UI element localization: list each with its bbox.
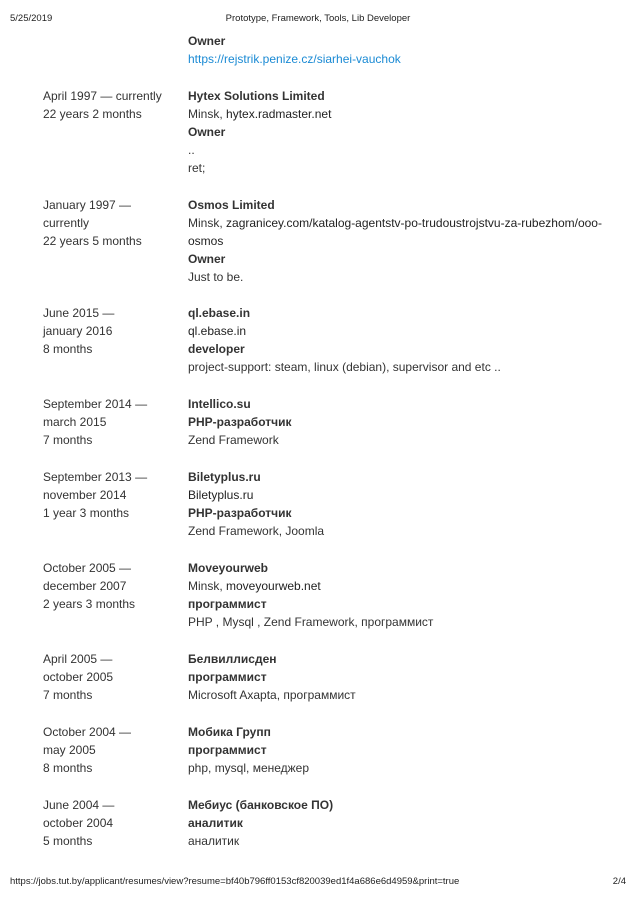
- job-entry: [0, 196, 638, 286]
- job-role: Owner: [188, 252, 226, 266]
- job-period-line: january 2016: [43, 324, 113, 338]
- job-period-line: October 2005 —: [43, 561, 132, 575]
- job-role: программист: [188, 597, 267, 611]
- job-period-line: 8 months: [43, 761, 93, 775]
- job-description: ret;: [188, 161, 206, 175]
- job-role: PHP-разработчик: [188, 506, 292, 520]
- job-entry: [0, 87, 638, 177]
- job-period: [43, 796, 178, 850]
- print-title: Prototype, Framework, Tools, Lib Developer: [225, 13, 411, 24]
- job-period-line: may 2005: [43, 743, 96, 757]
- job-period-line: June 2015 —: [43, 306, 115, 320]
- job-city: Minsk,: [188, 216, 223, 230]
- job-role: Owner: [188, 125, 226, 139]
- job-period-line: September 2013 —: [43, 470, 148, 484]
- job-period-line: november 2014: [43, 488, 127, 502]
- job-description: Just to be.: [188, 270, 244, 284]
- job-description: php, mysql, менеджер: [188, 761, 310, 775]
- job-company: Biletyplus.ru: [188, 470, 261, 484]
- job-period: [43, 468, 178, 522]
- job-entry: [0, 650, 638, 704]
- job-website-link[interactable]: moveyourweb.net: [226, 579, 321, 593]
- job-details: [188, 796, 608, 850]
- job-period-line: 1 year 3 months: [43, 506, 130, 520]
- print-date: 5/25/2019: [10, 13, 53, 24]
- job-location: [188, 577, 608, 595]
- job-role: программист: [188, 743, 267, 757]
- job-period-line: 5 months: [43, 834, 93, 848]
- job-location: [188, 105, 608, 123]
- job-details: [188, 196, 608, 286]
- job-details: [188, 304, 608, 376]
- job-period-line: currently: [43, 216, 90, 230]
- job-company: Мобика Групп: [188, 725, 271, 739]
- job-description: Zend Framework, Joomla: [188, 524, 325, 538]
- job-entry: [0, 304, 638, 376]
- job-description: project-support: steam, linux (debian), supervisor and etc ..: [188, 360, 501, 374]
- job-period: [43, 559, 178, 613]
- print-url: https://jobs.tut.by/applicant/resumes/view?resume=bf40b796ff0153cf820039ed1f4a686e6d4959&print=true: [10, 876, 460, 887]
- job-period-line: 22 years 5 months: [43, 234, 142, 248]
- job-details: [188, 395, 608, 449]
- job-description: аналитик: [188, 834, 240, 848]
- job-company: Osmos Limited: [188, 198, 275, 212]
- job-period-line: december 2007: [43, 579, 127, 593]
- job-period: [43, 723, 178, 777]
- job-description: ..: [188, 143, 195, 157]
- job-location: [188, 214, 608, 250]
- previous-job-tail: [188, 32, 401, 68]
- job-description: Microsoft Axapta, программист: [188, 688, 356, 702]
- job-period-line: October 2004 —: [43, 725, 132, 739]
- job-city: Minsk,: [188, 107, 223, 121]
- job-period-line: march 2015: [43, 415, 107, 429]
- job-period-line: 7 months: [43, 688, 93, 702]
- job-period-line: october 2004: [43, 816, 114, 830]
- job-entry: [0, 723, 638, 777]
- job-period-line: 7 months: [43, 433, 93, 447]
- job-description: PHP , Mysql , Zend Framework, программист: [188, 615, 434, 629]
- job-role: developer: [188, 342, 245, 356]
- job-period-line: June 2004 —: [43, 798, 115, 812]
- job-company: Intellico.su: [188, 397, 251, 411]
- job-period-line: April 2005 —: [43, 652, 113, 666]
- job-company: Мебиус (банковское ПО): [188, 798, 334, 812]
- job-period: [43, 395, 178, 449]
- job-entry: [0, 395, 638, 449]
- job-details: [188, 650, 608, 704]
- job-period: [43, 196, 178, 250]
- job-period-line: 2 years 3 months: [43, 597, 136, 611]
- job-period-line: April 1997 — currently: [43, 89, 162, 103]
- job-company: Hytex Solutions Limited: [188, 89, 325, 103]
- job-entry: [0, 468, 638, 540]
- job-period: [43, 87, 178, 123]
- job-period-line: January 1997 —: [43, 198, 132, 212]
- job-role: PHP-разработчик: [188, 415, 292, 429]
- job-details: [188, 559, 608, 631]
- job-company: Белвиллисден: [188, 652, 277, 666]
- job-period: [43, 650, 178, 704]
- job-role: программист: [188, 670, 267, 684]
- job-link[interactable]: https://rejstrik.penize.cz/siarhei-vauchok: [188, 52, 401, 66]
- job-entry: [0, 796, 638, 850]
- job-website-link[interactable]: ql.ebase.in: [188, 324, 247, 338]
- job-location: [188, 486, 608, 504]
- job-period-line: october 2005: [43, 670, 114, 684]
- job-details: [188, 87, 608, 177]
- job-period-line: 22 years 2 months: [43, 107, 142, 121]
- job-company: Moveyourweb: [188, 561, 269, 575]
- job-company: ql.ebase.in: [188, 306, 251, 320]
- job-website-link[interactable]: zagranicey.com/katalog-agentstv-po-trudoustrojstvu-za-rubezhom/ooo-osmos: [188, 216, 602, 248]
- job-details: [188, 723, 608, 777]
- job-period-line: 8 months: [43, 342, 93, 356]
- job-city: Minsk,: [188, 579, 223, 593]
- job-location: [188, 322, 608, 340]
- job-entry: [0, 559, 638, 631]
- job-period: [43, 304, 178, 358]
- job-role: аналитик: [188, 816, 243, 830]
- job-period-line: September 2014 —: [43, 397, 148, 411]
- job-details: [188, 468, 608, 540]
- job-role: Owner: [188, 34, 226, 48]
- page-number: 2/4: [612, 876, 626, 887]
- job-website-link[interactable]: Biletyplus.ru: [188, 488, 254, 502]
- job-description: Zend Framework: [188, 433, 279, 447]
- job-website-link[interactable]: hytex.radmaster.net: [226, 107, 332, 121]
